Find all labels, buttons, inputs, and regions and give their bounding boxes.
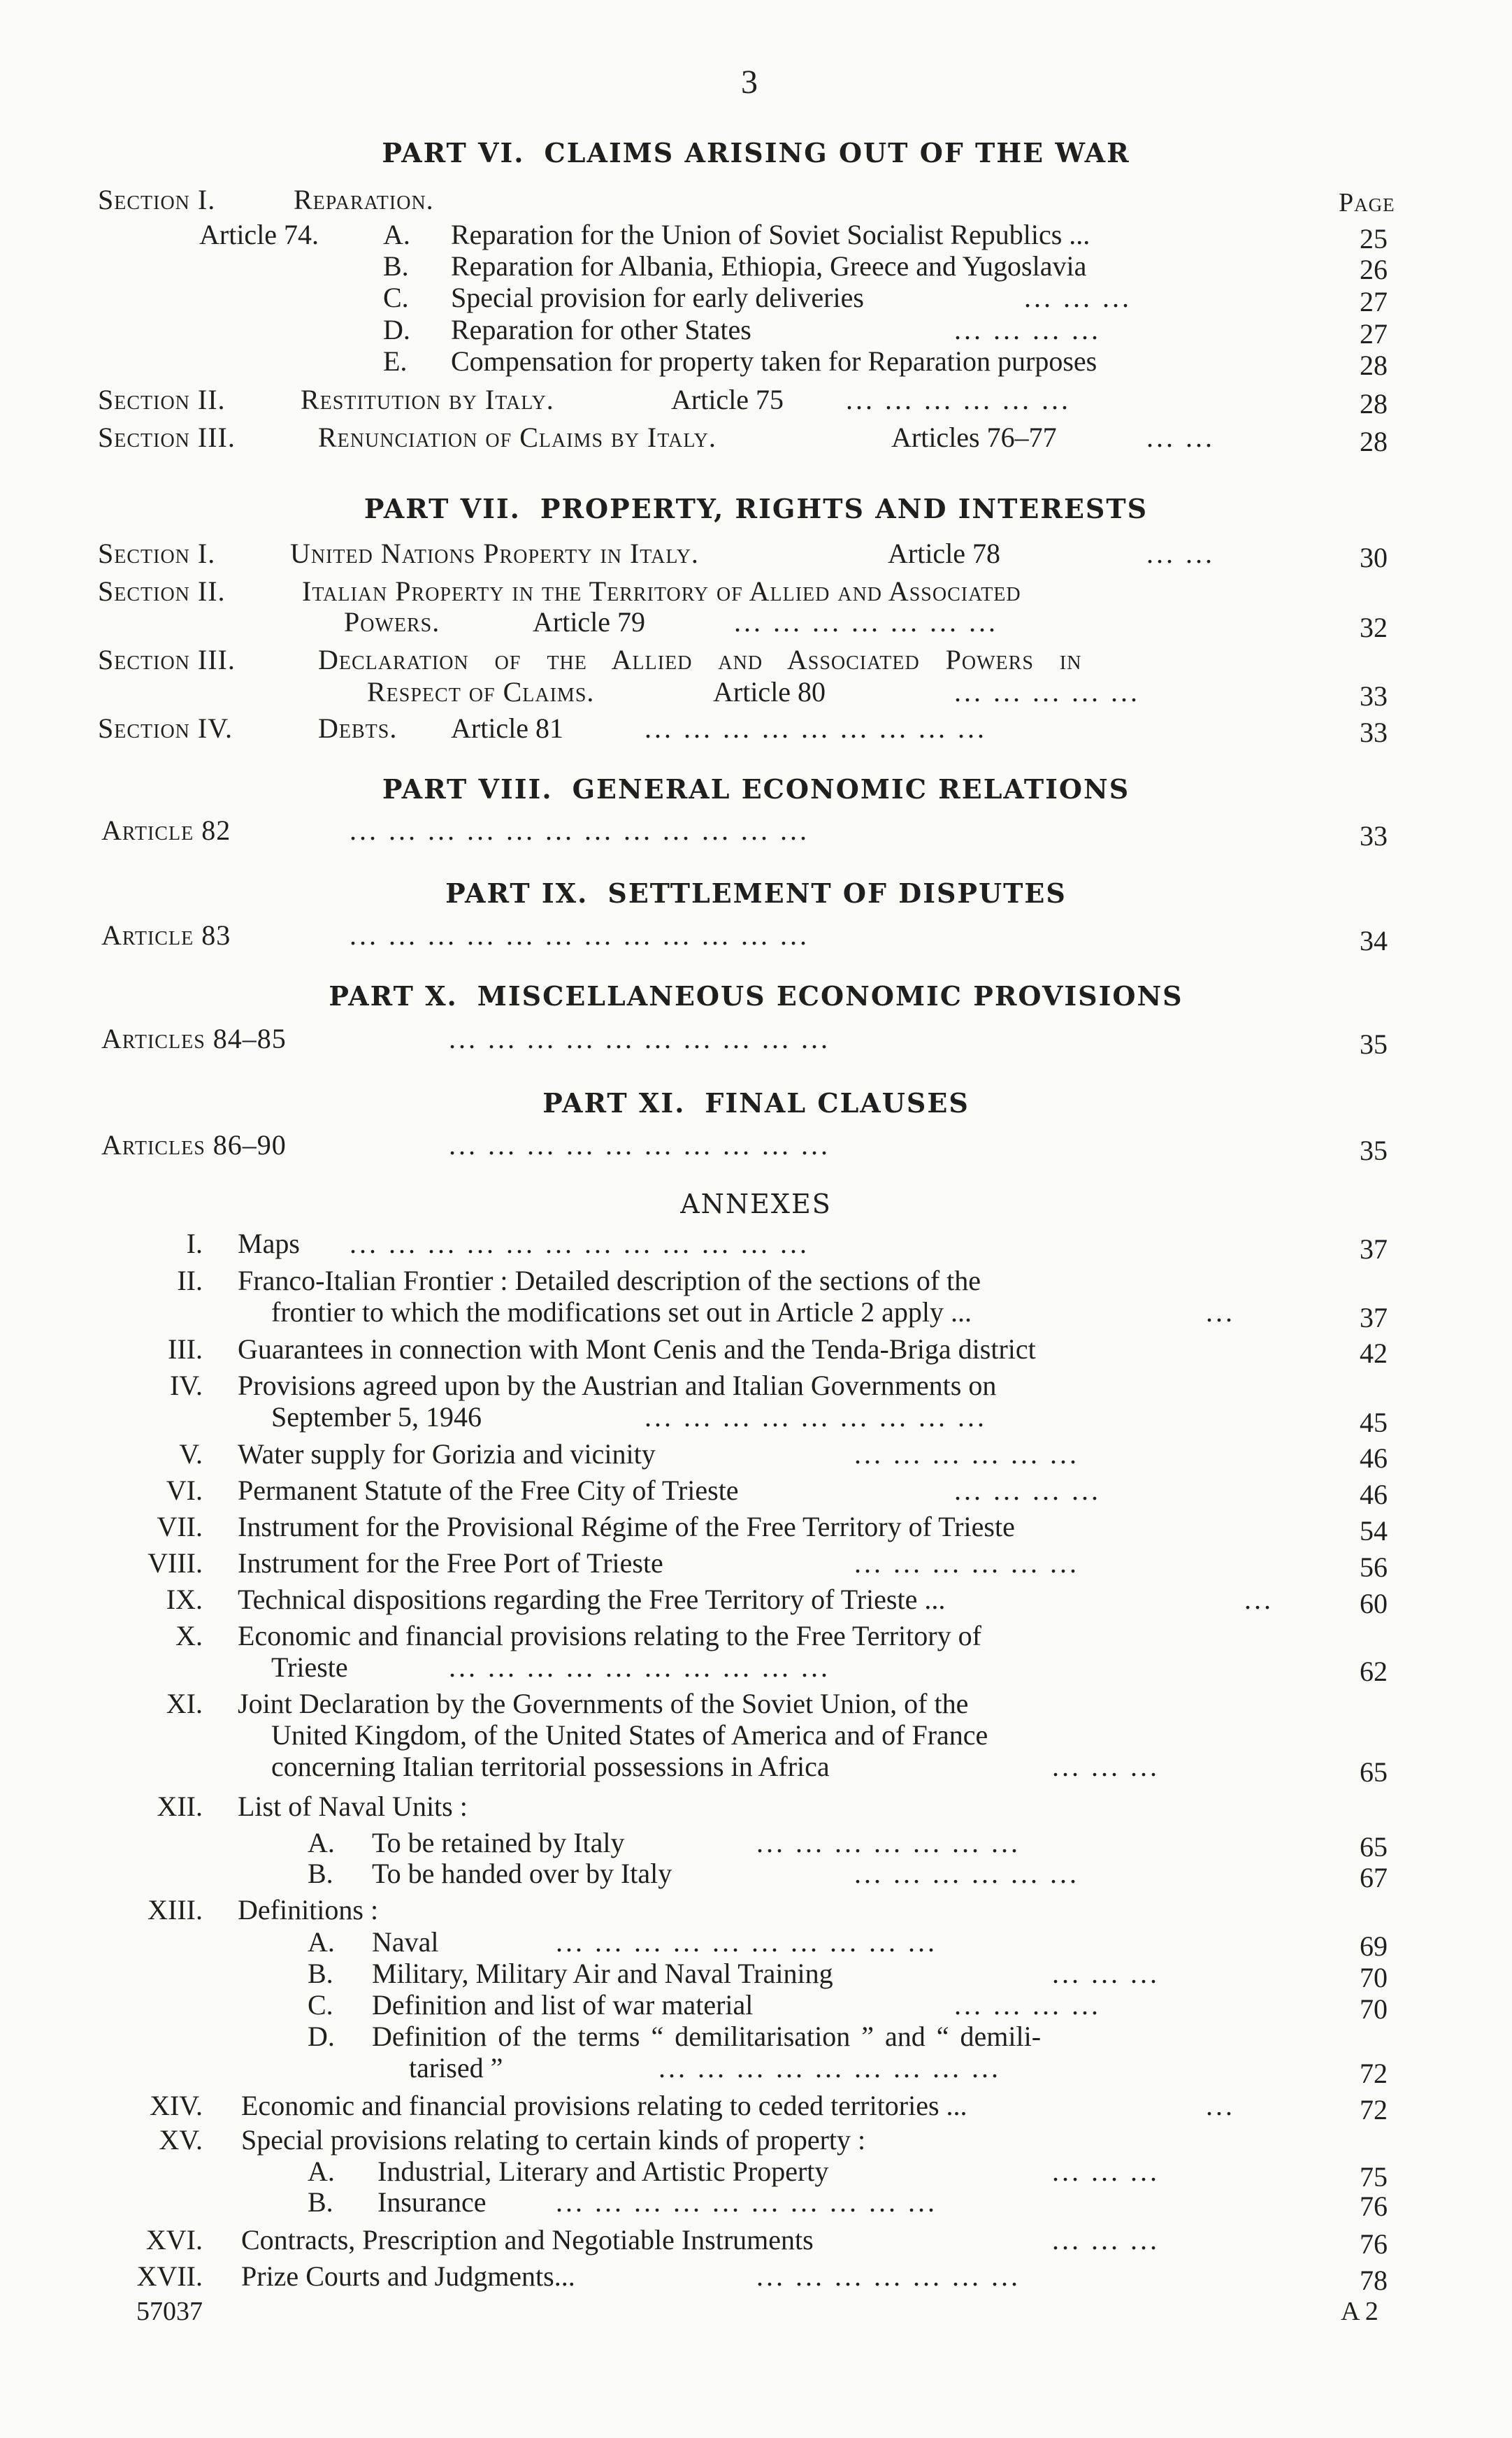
annex-number: XI. xyxy=(166,1688,203,1719)
annex-title: Water supply for Gorizia and vicinity xyxy=(238,1438,656,1470)
annex-number: X. xyxy=(175,1620,203,1651)
part-number: PART IX. xyxy=(445,877,589,909)
section-label: Section I. xyxy=(98,184,216,215)
page-ref: 34 xyxy=(1360,925,1388,956)
article-ref: Article 78 xyxy=(888,538,1001,569)
annex-number: VIII. xyxy=(147,1547,203,1579)
annex-number: VII. xyxy=(157,1511,203,1542)
page-ref: 30 xyxy=(1360,542,1388,573)
page-ref: 75 xyxy=(1360,2161,1388,2193)
annex-title: Provisions agreed upon by the Austrian and Italian Governments on xyxy=(238,1370,997,1401)
section-label: Section II. xyxy=(98,575,226,607)
annex-title: Instrument for the Free Port of Trieste xyxy=(238,1547,663,1579)
annex-title-cont: September 5, 1946 xyxy=(271,1401,482,1433)
leader-dots: ... ... ... ... ... ... ... ... ... xyxy=(645,1401,987,1433)
leader-dots: ... ... ... ... ... ... ... ... ... ... xyxy=(449,1651,830,1683)
item-text: To be retained by Italy xyxy=(372,1827,625,1858)
page-ref: 27 xyxy=(1360,318,1388,350)
page-ref: 72 xyxy=(1360,2094,1388,2125)
page-ref: 60 xyxy=(1360,1588,1388,1619)
section-title: Renunciation of Claims by Italy. xyxy=(318,422,717,453)
leader-dots: ... ... ... ... ... ... xyxy=(854,1547,1079,1579)
annex-number: III. xyxy=(168,1333,203,1365)
part-title: GENERAL ECONOMIC RELATIONS xyxy=(572,773,1130,805)
page-ref: 46 xyxy=(1360,1442,1388,1474)
leader-dots: ... ... ... ... ... ... ... ... ... ... xyxy=(449,1129,830,1161)
leader-dots: ... xyxy=(1206,2090,1235,2121)
part-title: PROPERTY, RIGHTS AND INTERESTS xyxy=(540,493,1149,524)
section-title-cont: Respect of Claims. xyxy=(367,676,595,708)
item-letter: A. xyxy=(383,219,410,250)
annex-number: IV. xyxy=(169,1370,203,1401)
item-text: Compensation for property taken for Reparation purposes xyxy=(451,345,1097,377)
leader-dots: ... ... ... xyxy=(1052,1958,1160,1989)
page-ref: 35 xyxy=(1360,1028,1388,1060)
section-title: Declaration of the Allied and Associated Powers in xyxy=(318,644,1082,675)
part-title: SETTLEMENT OF DISPUTES xyxy=(607,877,1067,909)
page-ref: 65 xyxy=(1360,1831,1388,1863)
section-title: Debts. xyxy=(318,712,398,744)
item-text: To be handed over by Italy xyxy=(372,1858,672,1889)
page-ref: 25 xyxy=(1360,223,1388,254)
annex-number: XIII. xyxy=(147,1894,203,1926)
page-ref: 32 xyxy=(1360,612,1388,643)
page-ref: 28 xyxy=(1360,350,1388,381)
leader-dots: ... ... ... ... ... ... ... ... ... ... xyxy=(556,2186,937,2218)
annex-title: Instrument for the Provisional Régime of the Free Territory of Trieste xyxy=(238,1511,1015,1542)
annex-title: Franco-Italian Frontier : Detailed description of the sections of the xyxy=(238,1265,981,1296)
item-letter: A. xyxy=(308,1827,335,1858)
page-ref: 26 xyxy=(1360,254,1388,285)
item-letter: D. xyxy=(383,314,410,345)
leader-dots: ... ... ... ... xyxy=(954,314,1101,345)
annex-number: XVI. xyxy=(145,2224,203,2256)
article-ref: Articles 76–77 xyxy=(891,422,1057,453)
section-title: Restitution by Italy. xyxy=(301,384,554,415)
page-ref: 67 xyxy=(1360,1862,1388,1893)
page-ref: 72 xyxy=(1360,2058,1388,2089)
annex-title-cont: Trieste xyxy=(271,1651,348,1683)
page-ref: 33 xyxy=(1360,680,1388,712)
item-text: Definition and list of war material xyxy=(372,1989,754,2021)
leader-dots: ... ... ... ... ... ... ... ... ... ... ... ... xyxy=(350,815,809,846)
part-heading xyxy=(0,493,1512,524)
section-label: Section III. xyxy=(98,644,236,675)
leader-dots: ... ... ... xyxy=(1024,282,1132,313)
page-ref: 28 xyxy=(1360,388,1388,420)
page-ref: 37 xyxy=(1360,1233,1388,1265)
part-heading xyxy=(0,980,1512,1012)
annex-title: Special provisions relating to certain kinds of property : xyxy=(241,2124,866,2156)
part-number: PART VII. xyxy=(363,493,521,524)
article-ref: Article 75 xyxy=(671,384,784,415)
section-title: United Nations Property in Italy. xyxy=(290,538,699,569)
annex-title: Prize Courts and Judgments... xyxy=(241,2260,575,2292)
part-number: PART X. xyxy=(329,980,458,1012)
item-letter: C. xyxy=(308,1989,333,2021)
item-letter: A. xyxy=(308,1926,335,1958)
page-ref: 78 xyxy=(1360,2265,1388,2296)
section-title: Reparation. xyxy=(294,184,434,215)
item-letter: B. xyxy=(308,1858,333,1889)
annex-number: XIV. xyxy=(150,2090,203,2121)
leader-dots: ... ... ... ... ... ... ... ... ... xyxy=(658,2052,1001,2084)
page-ref: 35 xyxy=(1360,1135,1388,1166)
section-label: Section I. xyxy=(98,538,216,569)
leader-dots: ... xyxy=(1206,1296,1235,1328)
page-ref: 42 xyxy=(1360,1338,1388,1369)
annexes-heading: ANNEXES xyxy=(680,1189,832,1219)
page-ref: 76 xyxy=(1360,2228,1388,2260)
page-ref: 45 xyxy=(1360,1407,1388,1438)
section-title-cont: Powers. xyxy=(344,606,440,638)
article-label: Article 82 xyxy=(101,815,231,846)
section-label: Section II. xyxy=(98,384,226,415)
annex-number: VI. xyxy=(166,1475,203,1506)
part-heading xyxy=(0,773,1512,805)
item-text-cont: tarised ” xyxy=(409,2052,503,2084)
annex-number: I. xyxy=(186,1228,203,1259)
article-ref: Article 81 xyxy=(451,712,564,744)
page-ref: 54 xyxy=(1360,1515,1388,1547)
section-label: Section IV. xyxy=(98,712,233,744)
page-ref: 28 xyxy=(1360,426,1388,457)
item-letter: B. xyxy=(383,250,409,282)
annex-number: V. xyxy=(179,1438,203,1470)
annex-number: XII. xyxy=(157,1791,203,1822)
annex-title: Joint Declaration by the Governments of the Soviet Union, of the xyxy=(238,1688,969,1719)
part-number: PART XI. xyxy=(542,1087,686,1119)
annex-title: Technical dispositions regarding the Free Territory of Trieste ... xyxy=(238,1584,946,1615)
part-number: PART VIII. xyxy=(382,773,553,805)
leader-dots: ... ... xyxy=(1146,422,1215,453)
article-ref: Article 79 xyxy=(533,606,646,638)
annex-title: Contracts, Prescription and Negotiable Instruments xyxy=(241,2224,814,2256)
leader-dots: ... ... ... ... xyxy=(954,1475,1101,1506)
annex-title: Guarantees in connection with Mont Cenis and the Tenda-Briga district xyxy=(238,1333,1036,1365)
annex-title-cont: United Kingdom, of the United States of America and of France xyxy=(271,1719,988,1751)
article-label: Article 83 xyxy=(101,919,231,951)
part-heading xyxy=(0,877,1512,909)
item-text: Reparation for Albania, Ethiopia, Greece and Yugoslavia xyxy=(451,250,1087,282)
page-ref: 69 xyxy=(1360,1930,1388,1962)
item-text: Naval xyxy=(372,1926,439,1958)
article-label: Article 74. xyxy=(199,219,319,250)
page-ref: 33 xyxy=(1360,820,1388,852)
item-letter: C. xyxy=(383,282,409,313)
page-ref: 62 xyxy=(1360,1656,1388,1687)
leader-dots: ... ... ... ... ... ... ... ... ... ... ... ... xyxy=(350,919,809,951)
annex-number: II. xyxy=(177,1265,203,1296)
leader-dots: ... ... ... ... ... ... ... ... ... ... ... ... xyxy=(350,1228,809,1259)
item-text: Special provision for early deliveries xyxy=(451,282,864,313)
item-letter: E. xyxy=(383,345,408,377)
annex-title: Permanent Statute of the Free City of Trieste xyxy=(238,1475,739,1506)
part-title: MISCELLANEOUS ECONOMIC PROVISIONS xyxy=(477,980,1183,1012)
annex-title: Economic and financial provisions relating to the Free Territory of xyxy=(238,1620,981,1651)
item-letter: A. xyxy=(308,2156,335,2187)
part-heading xyxy=(0,137,1512,168)
item-letter: D. xyxy=(308,2021,335,2052)
annex-number: XV. xyxy=(159,2124,203,2156)
article-label: Articles 84–85 xyxy=(101,1023,287,1054)
item-letter: B. xyxy=(308,2186,333,2218)
annex-title-cont: concerning Italian territorial possessions in Africa xyxy=(271,1751,830,1782)
part-heading xyxy=(0,1087,1512,1119)
leader-dots: ... ... ... ... ... ... ... xyxy=(756,2260,1021,2292)
item-text: Reparation for the Union of Soviet Socialist Republics ... xyxy=(451,219,1090,250)
page-column-header: Page xyxy=(1339,188,1395,217)
leader-dots: ... ... ... xyxy=(1052,2156,1160,2187)
leader-dots: ... ... ... xyxy=(1052,1751,1160,1782)
leader-dots: ... ... ... ... ... ... xyxy=(854,1438,1079,1470)
leader-dots: ... ... ... ... ... ... ... ... ... xyxy=(645,712,987,744)
item-text: Definition of the terms “ demilitarisation ” and “ demili- xyxy=(372,2021,1042,2052)
annex-number: XVII. xyxy=(136,2260,203,2292)
page-ref: 37 xyxy=(1360,1302,1388,1333)
leader-dots: ... ... ... ... ... ... ... ... ... ... xyxy=(556,1926,937,1958)
annex-title: Maps xyxy=(238,1228,300,1259)
section-label: Section III. xyxy=(98,422,236,453)
item-text: Reparation for other States xyxy=(451,314,751,345)
part-number: PART VI. xyxy=(382,137,525,168)
article-ref: Article 80 xyxy=(713,676,826,708)
leader-dots: ... ... ... ... xyxy=(954,1989,1101,2021)
item-text: Insurance xyxy=(377,2186,487,2218)
print-code: 57037 xyxy=(136,2297,203,2326)
part-title: CLAIMS ARISING OUT OF THE WAR xyxy=(544,137,1130,168)
page-ref: 70 xyxy=(1360,1993,1388,2025)
leader-dots: ... ... ... ... ... ... ... ... ... ... xyxy=(449,1023,830,1054)
page-ref: 56 xyxy=(1360,1551,1388,1583)
annex-title: List of Naval Units : xyxy=(238,1791,468,1822)
annex-title: Economic and financial provisions relating to ceded territories ... xyxy=(241,2090,967,2121)
item-text: Industrial, Literary and Artistic Property xyxy=(377,2156,829,2187)
leader-dots: ... ... ... ... ... ... xyxy=(846,384,1071,415)
annex-title: Definitions : xyxy=(238,1894,379,1926)
item-letter: B. xyxy=(308,1958,333,1989)
item-text: Military, Military Air and Naval Training xyxy=(372,1958,833,1989)
leader-dots: ... xyxy=(1244,1584,1274,1615)
section-title: Italian Property in the Territory of Allied and Associated xyxy=(302,575,1021,607)
leader-dots: ... ... ... ... ... ... xyxy=(854,1858,1079,1889)
page-ref: 33 xyxy=(1360,717,1388,748)
page-ref: 27 xyxy=(1360,286,1388,317)
annex-title-cont: frontier to which the modifications set out in Article 2 apply ... xyxy=(271,1296,972,1328)
leader-dots: ... ... xyxy=(1146,538,1215,569)
article-label: Articles 86–90 xyxy=(101,1129,287,1161)
part-title: FINAL CLAUSES xyxy=(705,1087,970,1119)
page-ref: 76 xyxy=(1360,2190,1388,2222)
page-ref: 65 xyxy=(1360,1756,1388,1788)
leader-dots: ... ... ... ... ... ... ... xyxy=(734,606,998,638)
signature-mark: A 2 xyxy=(1341,2297,1378,2326)
annex-number: IX. xyxy=(166,1584,203,1615)
leader-dots: ... ... ... ... ... xyxy=(954,676,1140,708)
page-number: 3 xyxy=(741,64,758,101)
page-ref: 70 xyxy=(1360,1962,1388,1993)
page-ref: 46 xyxy=(1360,1479,1388,1510)
leader-dots: ... ... ... xyxy=(1052,2224,1160,2256)
leader-dots: ... ... ... ... ... ... ... xyxy=(756,1827,1021,1858)
